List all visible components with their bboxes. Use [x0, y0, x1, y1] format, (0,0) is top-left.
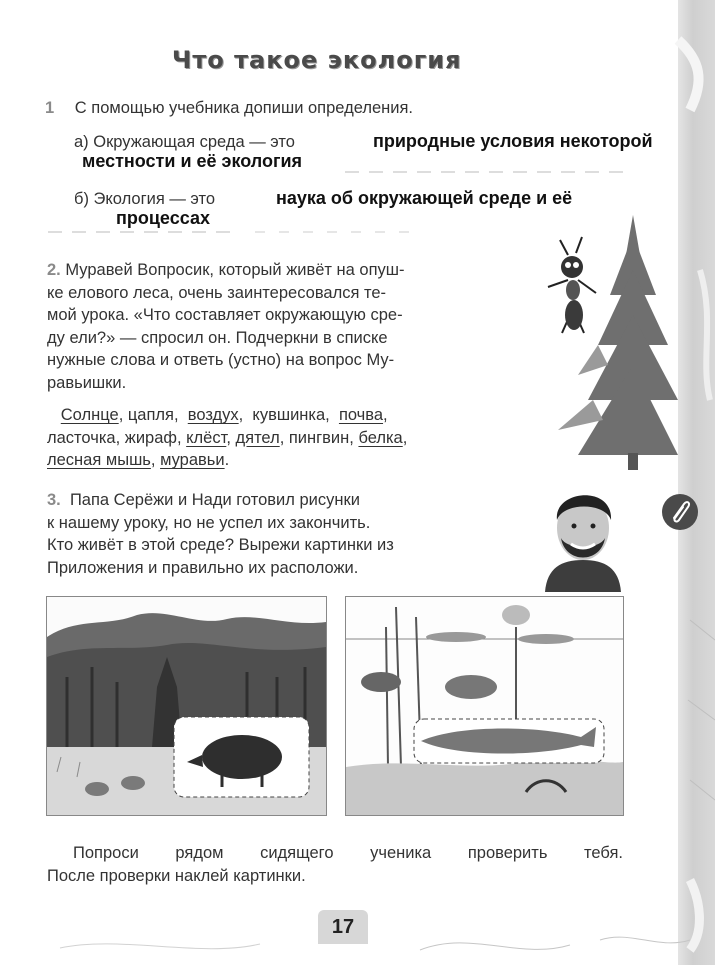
word-crossbill[interactable]: клёст: [186, 428, 227, 447]
footer-instruction: [47, 842, 623, 887]
task3-line: к нашему уроку, но не успел их закончить.: [47, 513, 371, 532]
task1-a-answer-line2[interactable]: местности и её экология: [82, 151, 303, 171]
task1-a-prefix: а) Окружающая среда — это: [74, 133, 295, 151]
task3-line: Кто живёт в этой среде? Вырежи картинки из: [47, 536, 394, 554]
page-title: Что такое экология: [172, 46, 462, 74]
word-list-row: лесная мышь, муравьи.: [47, 451, 230, 469]
task2-line: [47, 259, 523, 282]
task2-line-text: Муравей Вопросик, который живёт на опуш-: [65, 261, 405, 279]
task2-line: мой урока. «Что составляет окружающую сре-: [47, 306, 403, 324]
task2-text: [47, 259, 523, 394]
task3-text: [47, 489, 523, 579]
task2-line: нужные слова и ответь (устно) на вопрос Му-: [47, 351, 395, 369]
word-sun[interactable]: Солнце: [60, 406, 119, 424]
word-woodpecker[interactable]: дятел: [235, 428, 280, 447]
task1-prompt: [45, 97, 413, 119]
word-squirrel[interactable]: белка: [358, 428, 403, 447]
dad-illustration: [543, 480, 623, 592]
task2-line: ду ели?» — спросил он. Подчеркни в списке: [47, 328, 388, 347]
task1-b-prefix: б) Экология — это: [74, 190, 216, 208]
word-ants[interactable]: муравьи: [160, 451, 225, 469]
page-number: 17: [318, 910, 368, 944]
word-list-row: Солнце, цапля, воздух, кувшинка, почва,: [60, 406, 388, 424]
right-margin: [678, 0, 715, 965]
word-lily[interactable]: кувшинка: [252, 406, 326, 424]
task3-line-text: Папа Серёжи и Нади готовил рисунки: [69, 491, 360, 509]
task3-line: Приложения и правильно их расположи.: [47, 558, 359, 577]
task3-number: 3.: [47, 491, 61, 509]
footer-line-1: Попроси рядом сидящего ученика проверить тебя.: [73, 844, 623, 862]
task1-number: 1: [45, 99, 55, 117]
task3-line: [47, 489, 523, 512]
task1-a-answer-line1[interactable]: природные условия некоторой: [373, 131, 653, 151]
task1-b-answer-line2[interactable]: процессах: [116, 208, 210, 228]
task2-line: ке елового леса, очень заинтересовался те-: [47, 283, 387, 302]
word-swallow[interactable]: ласточка: [47, 428, 116, 447]
paperclip-icon: [660, 492, 700, 532]
word-list-row: ласточка, жираф, клёст, дятел, пингвин, белка,: [47, 428, 408, 447]
task2-line: равьишки.: [47, 373, 127, 392]
forest-scene-icon: [47, 597, 326, 815]
word-forest-mouse[interactable]: лесная мышь: [47, 451, 151, 469]
footer-line-2: После проверки наклей картинки.: [47, 866, 306, 885]
task1-prompt-text: С помощью учебника допиши определения.: [74, 99, 414, 117]
pond-picture: [345, 596, 624, 816]
word-air[interactable]: воздух: [187, 406, 239, 424]
task2-number: 2.: [47, 261, 61, 279]
task2-word-list: [47, 404, 523, 472]
word-penguin[interactable]: пингвин: [288, 428, 350, 447]
ant-spruce-illustration: [538, 215, 678, 470]
task1-b-answer-line1[interactable]: наука об окружающей среде и её: [276, 188, 573, 208]
forest-picture: [46, 596, 327, 816]
pond-scene-icon: [346, 597, 623, 815]
word-heron[interactable]: цапля: [127, 406, 174, 424]
word-soil[interactable]: почва: [338, 406, 384, 424]
word-giraffe[interactable]: жираф: [124, 428, 177, 447]
